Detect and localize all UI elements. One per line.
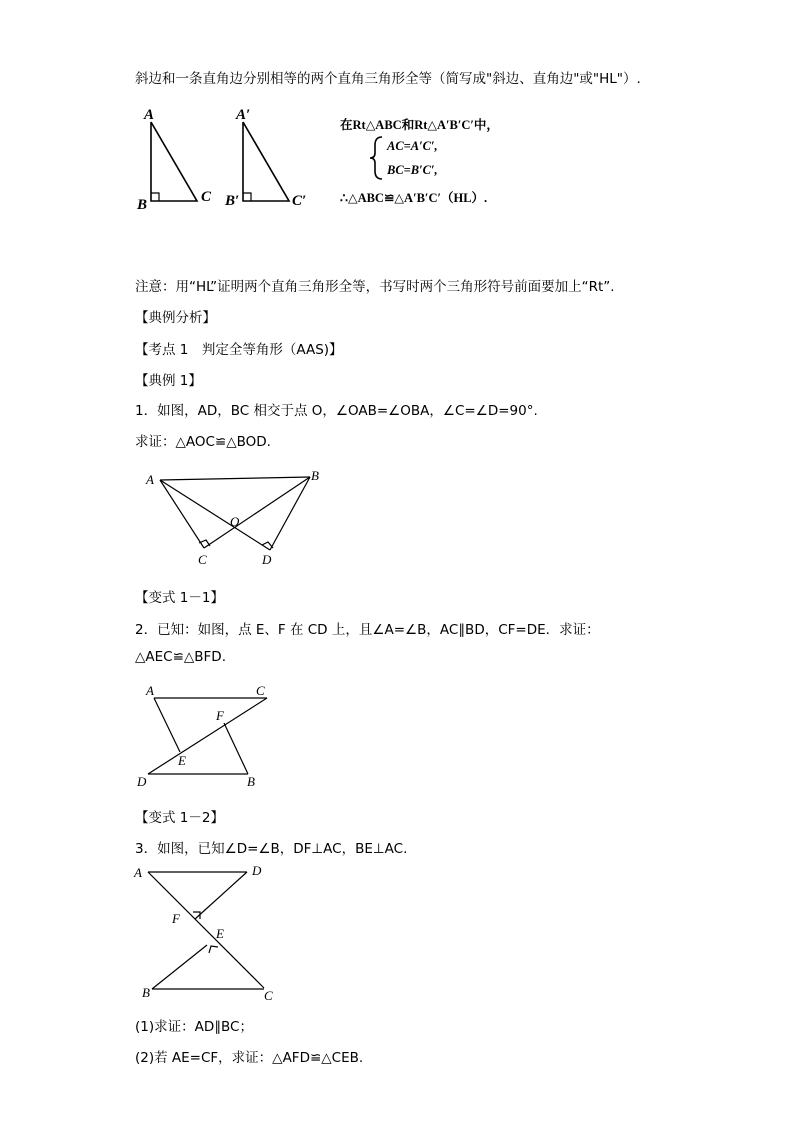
right-angle-mark-b-prime	[243, 193, 251, 201]
problem2-prove: △AEC≌△BFD.	[135, 649, 226, 665]
label-b: B	[137, 197, 148, 213]
p2-label-b: B	[247, 774, 255, 789]
right-angle-mark-e	[209, 946, 218, 953]
p3-label-b: B	[142, 985, 150, 1000]
label-a-prime: A′	[236, 107, 251, 123]
p3-label-a: A	[134, 865, 142, 880]
label-c: C	[201, 189, 212, 205]
problem1-statement: 1．如图，AD，BC 相交于点 O，∠OAB=∠OBA，∠C=∠D=90°.	[135, 403, 538, 419]
triangle-abc	[151, 122, 197, 201]
hl-proof-line2: AC=A′C′,	[387, 139, 438, 153]
problem2-figure	[132, 680, 282, 792]
hl-proof-line3: BC=B′C′,	[387, 163, 438, 177]
variant2-header: 【变式 1－2】	[135, 810, 224, 826]
label-c-prime: C′	[292, 193, 307, 209]
problem1-figure	[140, 462, 330, 572]
hl-intro-text: 斜边和一条直角边分别相等的两个直角三角形全等（简写成"斜边、直角边"或"HL"）.	[135, 71, 641, 87]
p2-label-e: E	[178, 753, 186, 768]
problem3-part2: (2)若 AE=CF，求证：△AFD≌△CEB.	[135, 1050, 364, 1066]
p1-label-c: C	[198, 552, 207, 567]
label-a: A	[144, 107, 155, 123]
problem3-part1: (1)求证：AD∥BC；	[135, 1019, 253, 1035]
p2-label-c: C	[256, 683, 265, 698]
p1-label-a: A	[146, 472, 154, 487]
problem3-figure	[132, 860, 292, 1005]
problem1-prove: 求证：△AOC≌△BOD.	[135, 434, 271, 450]
hl-proof-line4: ∴△ABC≌△A′B′C′（HL）.	[340, 191, 488, 205]
variant1-header: 【变式 1－1】	[135, 590, 224, 606]
label-b-prime: B′	[225, 193, 240, 209]
triangle-abc-prime	[243, 122, 289, 201]
section-header: 【典例分析】	[135, 310, 216, 326]
right-angle-mark-b	[151, 193, 159, 201]
brace-icon	[368, 135, 384, 181]
p2-label-f: F	[216, 708, 224, 723]
topic-header: 【考点 1 判定全等角形（AAS)】	[135, 342, 343, 358]
p3-label-e: E	[216, 926, 224, 941]
example-header: 【典例 1】	[135, 373, 202, 389]
hl-triangles-figure	[130, 100, 330, 215]
note-text: 注意：用“HL”证明两个直角三角形全等，书写时两个三角形符号前面要加上“Rt”.	[135, 279, 615, 295]
p1-label-o: O	[230, 514, 240, 529]
p3-label-c: C	[264, 988, 273, 1003]
p1-label-b: B	[311, 468, 319, 483]
p3-label-d: D	[252, 863, 262, 878]
p3-label-f: F	[172, 911, 180, 926]
p2-label-d: D	[137, 774, 147, 789]
problem3-statement: 3．如图，已知∠D=∠B，DF⊥AC，BE⊥AC.	[135, 841, 408, 857]
problem2-statement: 2．已知：如图，点 E、F 在 CD 上，且∠A=∠B，AC∥BD，CF=DE．求证：	[135, 622, 600, 638]
p1-label-d: D	[262, 552, 272, 567]
p2-label-a: A	[146, 683, 154, 698]
hl-proof-line1: 在Rt△ABC和Rt△A′B′C′中，	[340, 118, 499, 132]
